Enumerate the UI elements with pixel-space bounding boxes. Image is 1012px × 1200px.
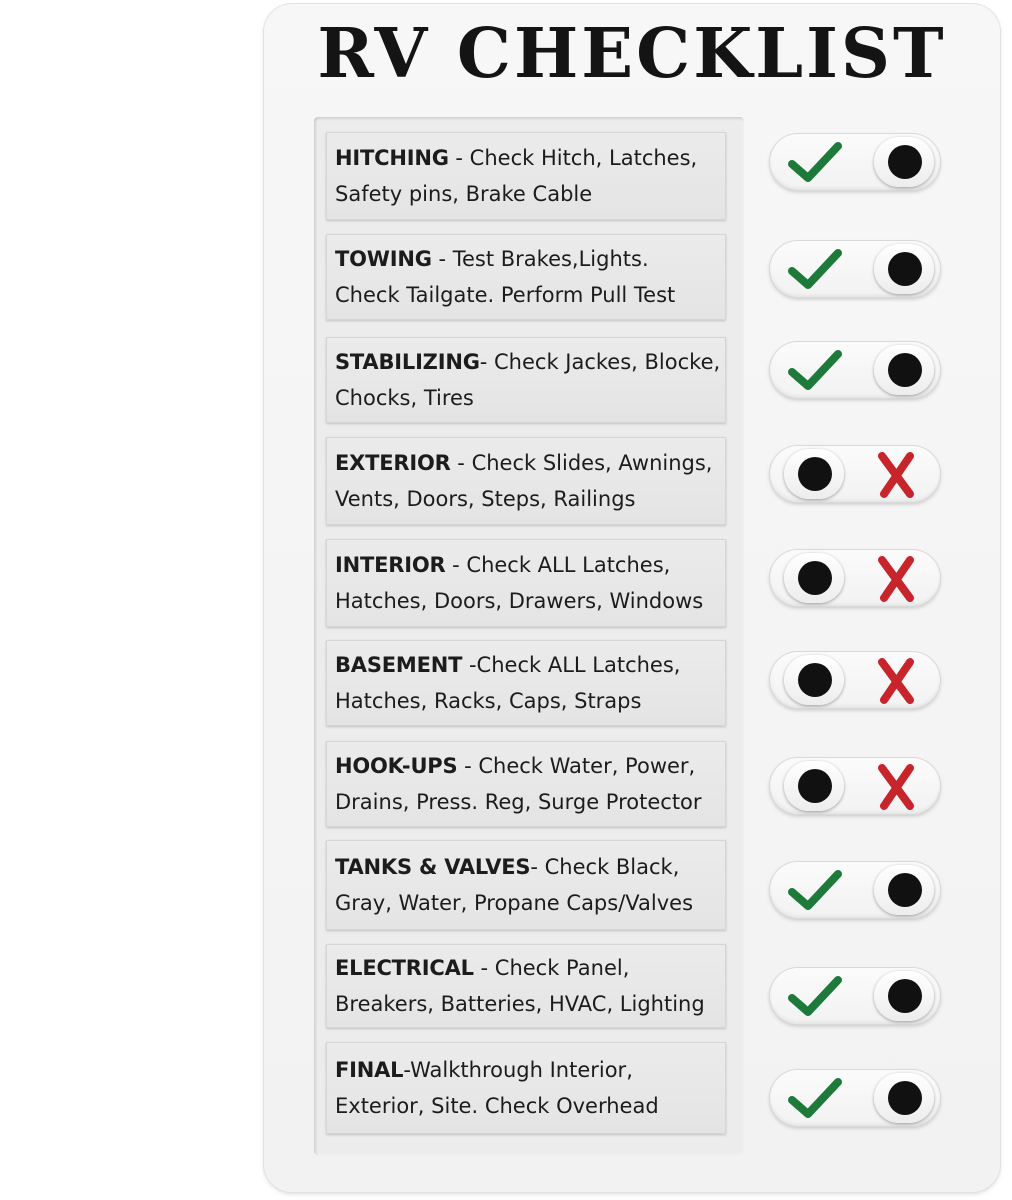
toggle-final[interactable] [770, 1070, 940, 1126]
item-category: HOOK-UPS [335, 754, 458, 778]
checklist-item-towing: TOWING - Test Brakes,Lights. Check Tailgate. Perform Pull Test [326, 234, 726, 320]
checklist-item-tanks-valves: TANKS & VALVES- Check Black, Gray, Water, Propane Caps/Valves [326, 840, 726, 930]
item-category: FINAL [335, 1058, 404, 1082]
toggle-towing[interactable] [770, 241, 940, 297]
item-category: TOWING [335, 247, 432, 271]
item-description-line1: Check ALL Latches, [466, 553, 671, 577]
toggle-knob[interactable] [874, 1073, 934, 1123]
item-description-line2: Chocks, Tires [335, 386, 474, 410]
item-description-line2: Safety pins, Brake Cable [335, 182, 593, 206]
cross-icon [860, 652, 940, 708]
toggle-tanks-valves[interactable] [770, 862, 940, 918]
checklist-item-exterior: EXTERIOR - Check Slides, Awnings, Vents, Doors, Steps, Railings [326, 437, 726, 525]
item-description-line2: Check Tailgate. Perform Pull Test [335, 283, 676, 307]
checklist-item-final: FINAL-Walkthrough Interior, Exterior, Site. Check Overhead [326, 1042, 726, 1134]
item-description-line1: Check Slides, Awnings, [471, 451, 713, 475]
toggle-electrical[interactable] [770, 968, 940, 1024]
toggle-basement[interactable] [770, 652, 940, 708]
cross-icon [860, 550, 940, 606]
item-category: TANKS & VALVES [335, 855, 531, 879]
cross-icon [860, 758, 940, 814]
toggle-hitching[interactable] [770, 134, 940, 190]
item-description-line1: Check ALL Latches, [476, 653, 681, 677]
cross-icon [860, 446, 940, 502]
item-category: EXTERIOR [335, 451, 451, 475]
toggle-hookups[interactable] [770, 758, 940, 814]
toggle-knob[interactable] [784, 449, 844, 499]
item-category: HITCHING [335, 146, 449, 170]
checkmark-icon [778, 241, 858, 297]
item-category: ELECTRICAL [335, 956, 474, 980]
checklist-item-electrical: ELECTRICAL - Check Panel, Breakers, Batteries, HVAC, Lighting [326, 944, 726, 1028]
item-description-line2: Vents, Doors, Steps, Railings [335, 487, 636, 511]
checkmark-icon [778, 134, 858, 190]
checkmark-icon [778, 862, 858, 918]
checklist-item-interior: INTERIOR - Check ALL Latches, Hatches, Doors, Drawers, Windows [326, 539, 726, 627]
item-description-line2: Drains, Press. Reg, Surge Protector [335, 790, 702, 814]
checklist-item-stabilizing: STABILIZING- Check Jackes, Blocke, Chocks, Tires [326, 337, 726, 423]
checklist-title: RV CHECKLIST [317, 14, 947, 94]
item-description-line1: Walkthrough Interior, [410, 1058, 633, 1082]
checkmark-icon [778, 968, 858, 1024]
toggle-knob[interactable] [874, 345, 934, 395]
item-category: BASEMENT [335, 653, 463, 677]
toggle-knob[interactable] [874, 865, 934, 915]
toggle-exterior[interactable] [770, 446, 940, 502]
checklist-item-basement: BASEMENT -Check ALL Latches, Hatches, Racks, Caps, Straps [326, 640, 726, 726]
item-description-line1: Check Water, Power, [478, 754, 696, 778]
toggle-knob[interactable] [784, 761, 844, 811]
toggle-interior[interactable] [770, 550, 940, 606]
item-description-line1: Check Hitch, Latches, [469, 146, 698, 170]
item-category: STABILIZING [335, 350, 480, 374]
toggle-stabilizing[interactable] [770, 342, 940, 398]
toggle-knob[interactable] [784, 655, 844, 705]
item-description-line1: Check Black, [544, 855, 680, 879]
item-description-line2: Breakers, Batteries, HVAC, Lighting [335, 992, 705, 1016]
toggle-knob[interactable] [784, 553, 844, 603]
toggle-knob[interactable] [874, 244, 934, 294]
checklist-item-hookups: HOOK-UPS - Check Water, Power, Drains, Press. Reg, Surge Protector [326, 741, 726, 827]
toggle-knob[interactable] [874, 971, 934, 1021]
item-description-line2: Hatches, Racks, Caps, Straps [335, 689, 642, 713]
checkmark-icon [778, 342, 858, 398]
item-description-line2: Hatches, Doors, Drawers, Windows [335, 589, 704, 613]
item-description-line1: Check Jackes, Blocke, [494, 350, 721, 374]
item-description-line2: Gray, Water, Propane Caps/Valves [335, 891, 694, 915]
item-description-line1: Test Brakes,Lights. [452, 247, 649, 271]
item-description-line2: Exterior, Site. Check Overhead [335, 1094, 659, 1118]
item-category: INTERIOR [335, 553, 446, 577]
checklist-board [264, 4, 1000, 1192]
checklist-item-hitching: HITCHING - Check Hitch, Latches, Safety pins, Brake Cable [326, 132, 726, 220]
checkmark-icon [778, 1070, 858, 1126]
toggle-knob[interactable] [874, 137, 934, 187]
item-description-line1: Check Panel, [494, 956, 630, 980]
